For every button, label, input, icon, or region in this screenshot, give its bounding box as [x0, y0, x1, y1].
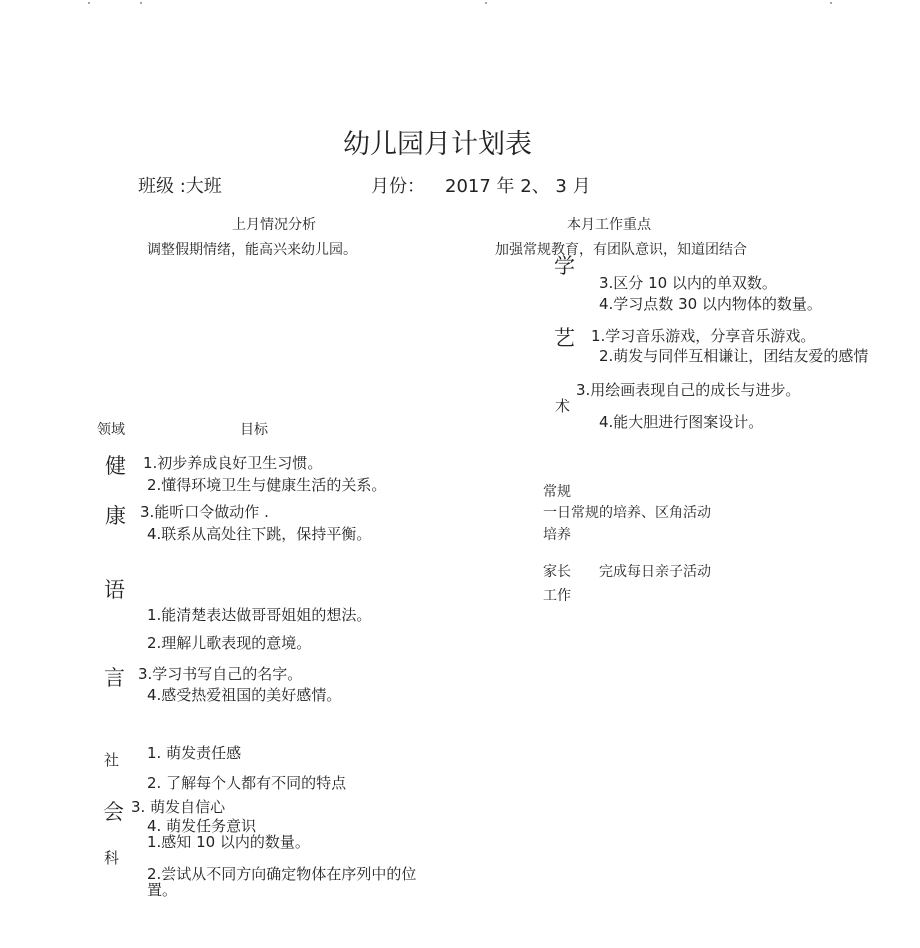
health-item-1: 1.初步养成良好卫生习惯。 [143, 454, 323, 472]
science-item-1: 1.感知 10 以内的数量。 [147, 833, 310, 851]
domain-char-health-1: 健 [105, 454, 126, 478]
parents-label-bottom: 工作 [543, 588, 571, 604]
math-item-3: 3.区分 10 以内的单双数。 [599, 274, 777, 292]
domain-column-header: 领域 [97, 422, 125, 438]
domain-char-math: 学 [554, 254, 575, 278]
routine-label-top: 常规 [543, 484, 571, 500]
health-item-4: 4.联系从高处往下跳，保持平衡。 [147, 525, 372, 543]
math-item-4: 4.学习点数 30 以内物体的数量。 [599, 295, 822, 313]
domain-char-social-1: 社 [104, 751, 120, 769]
decorative-dot [830, 2, 832, 4]
domain-char-health-2: 康 [105, 504, 126, 528]
decorative-dot [140, 2, 142, 4]
domain-char-language-2: 言 [104, 666, 125, 690]
month-label: 月份： [371, 176, 425, 197]
arts-item-2: 2.萌发与同伴互相谦让，团结友爱的感情 [599, 347, 869, 365]
month-value: 2017 年 2、 3 月 [445, 176, 591, 197]
language-item-2: 2.理解儿歌表现的意境。 [147, 634, 312, 652]
parents-text: 完成每日亲子活动 [599, 564, 711, 580]
language-item-3: 3.学习书写自己的名字。 [138, 665, 303, 683]
health-item-2: 2.懂得环境卫生与健康生活的关系。 [147, 476, 387, 494]
routine-label-bottom: 培养 [543, 527, 571, 543]
parents-label-top: 家长 [543, 564, 571, 580]
social-item-1: 1. 萌发责任感 [147, 744, 242, 762]
goal-column-header: 目标 [240, 422, 268, 438]
last-month-heading: 上月情况分析 [232, 217, 316, 233]
focus-heading: 本月工作重点 [567, 217, 651, 233]
arts-item-1: 1.学习音乐游戏，分享音乐游戏。 [591, 327, 816, 345]
decorative-dot [485, 2, 487, 4]
language-item-4: 4.感受热爱祖国的美好感情。 [147, 686, 342, 704]
science-item-2: 2.尝试从不同方向确定物体在序列中的位置。 [147, 865, 417, 899]
last-month-text: 调整假期情绪，能高兴来幼儿园。 [147, 242, 357, 258]
focus-text: 加强常规教育，有团队意识，知道团结合 [495, 242, 747, 258]
domain-char-social-2: 会 [103, 800, 124, 824]
arts-item-3: 3.用绘画表现自己的成长与进步。 [576, 381, 801, 399]
arts-item-4: 4.能大胆进行图案设计。 [599, 413, 764, 431]
decorative-dot [88, 2, 90, 4]
domain-char-science: 科 [104, 849, 120, 867]
page-title: 幼儿园月计划表 [343, 129, 532, 160]
domain-char-language-1: 语 [104, 578, 125, 602]
domain-char-arts-1: 艺 [554, 326, 575, 350]
social-item-4: 4. 萌发任务意识 [147, 817, 257, 835]
social-item-3: 3. 萌发自信心 [131, 798, 226, 816]
routine-text: 一日常规的培养、区角活动 [543, 505, 711, 521]
social-item-2: 2. 了解每个人都有不同的特点 [147, 774, 347, 792]
domain-char-arts-2: 术 [555, 397, 571, 415]
health-item-3: 3.能听口令做动作 . [140, 503, 269, 521]
class-label: 班级 :大班 [138, 176, 222, 197]
language-item-1: 1.能清楚表达做哥哥姐姐的想法。 [147, 606, 372, 624]
